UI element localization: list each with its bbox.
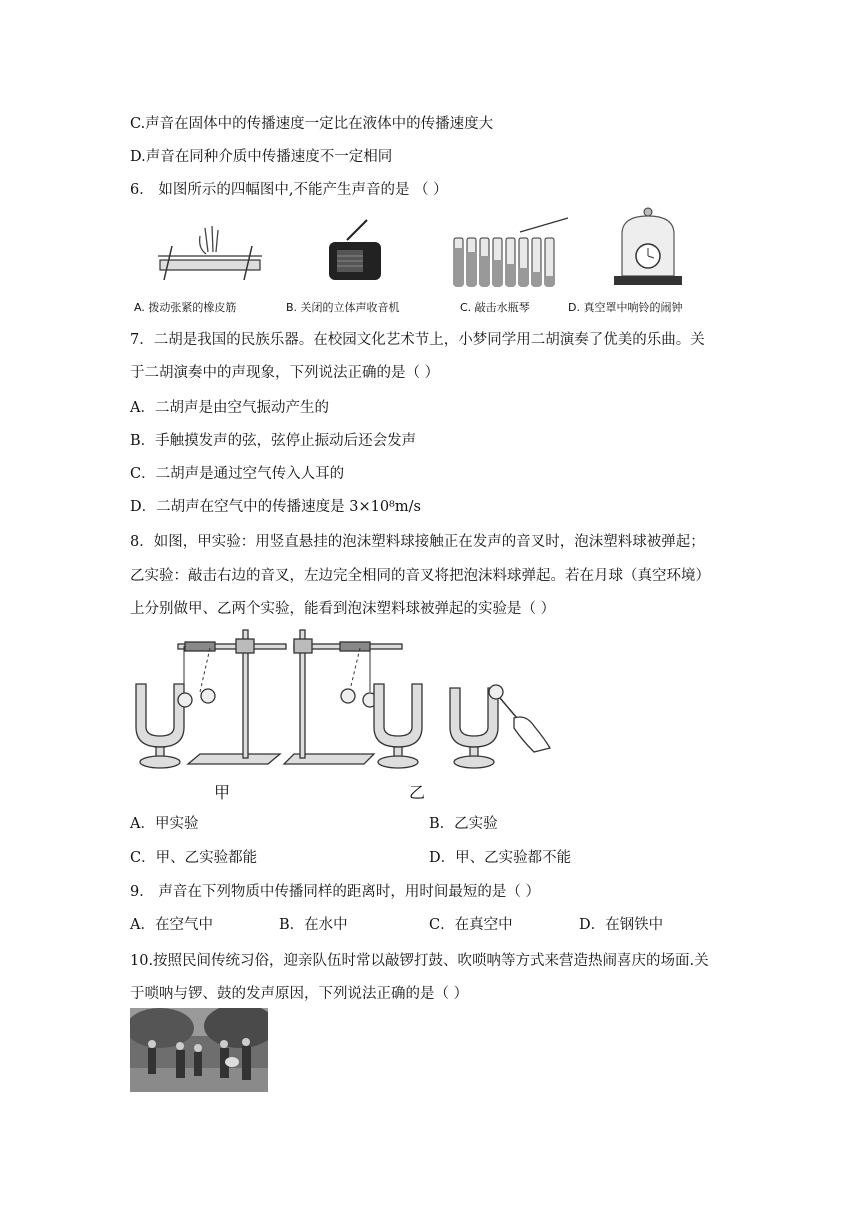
q7-option-a: A．二胡声是由空气振动产生的 [130, 400, 329, 416]
q8-stem-line3: 上分别做甲、乙两个实验，能看到泡沫塑料球被弹起的实验是（ ） [130, 601, 556, 617]
q6-caption-a: A. 拨动张紧的橡皮筋 [134, 301, 237, 314]
q6-caption-d: D. 真空罩中响铃的闹钟 [568, 301, 683, 314]
q7-stem-line2: 于二胡演奏中的声现象，下列说法正确的是（ ） [130, 365, 440, 381]
q7-stem-line1: 7．二胡是我国的民族乐器。在校园文化艺术节上，小梦同学用二胡演奏了优美的乐曲。关 [130, 332, 705, 348]
label-jia: 甲 [214, 783, 231, 802]
q7-option-d: D．二胡声在空气中的传播速度是 3×10⁸m/s [130, 499, 421, 515]
tuning-fork-experiment-figure [130, 622, 560, 780]
q7-option-b: B．手触摸发声的弦，弦停止振动后还会发声 [130, 433, 417, 449]
q9-option-d: D．在钢铁中 [579, 917, 664, 933]
q8-option-c: C．甲、乙实验都能 [130, 850, 258, 866]
water-bottles-figure [450, 216, 570, 288]
q9-option-b: B．在水中 [279, 917, 348, 933]
radio-figure [325, 218, 385, 288]
q8-option-a: A．甲实验 [130, 816, 199, 832]
q8-option-b: B．乙实验 [429, 816, 498, 832]
q9-option-c: C．在真空中 [429, 917, 513, 933]
label-yi: 乙 [409, 783, 426, 802]
q10-stem-line2: 于唢呐与锣、鼓的发声原因，下列说法正确的是（ ） [130, 986, 469, 1002]
q8-option-d: D．甲、乙实验都不能 [429, 850, 572, 866]
wedding-procession-photo [130, 1008, 268, 1092]
bell-jar-figure [608, 206, 688, 290]
q9-stem: 9． 声音在下列物质中传播同样的距离时，用时间最短的是（ ） [130, 884, 540, 900]
q8-stem-line2: 乙实验：敲击右边的音叉，左边完全相同的音叉将把泡沫料球弹起。若在月球（真空环境） [130, 568, 710, 584]
q6-stem: 6． 如图所示的四幅图中,不能产生声音的是 （ ） [130, 182, 448, 198]
q5-option-c: C.声音在固体中的传播速度一定比在液体中的传播速度大 [130, 116, 494, 132]
q10-stem-line1: 10.按照民间传统习俗，迎亲队伍时常以敲锣打鼓、吹唢呐等方式来营造热闹喜庆的场面.关 [130, 953, 709, 969]
q8-stem-line1: 8．如图，甲实验：用竖直悬挂的泡沫塑料球接触正在发声的音叉时，泡沫塑料球被弹起； [130, 534, 705, 550]
rubber-band-figure [150, 218, 270, 288]
q6-caption-c: C. 敲击水瓶琴 [460, 301, 530, 314]
q5-option-d: D.声音在同种介质中传播速度不一定相同 [130, 149, 393, 165]
q7-option-c: C．二胡声是通过空气传入人耳的 [130, 466, 345, 482]
q6-caption-b: B. 关闭的立体声收音机 [286, 301, 400, 314]
q9-option-a: A．在空气中 [130, 917, 213, 933]
